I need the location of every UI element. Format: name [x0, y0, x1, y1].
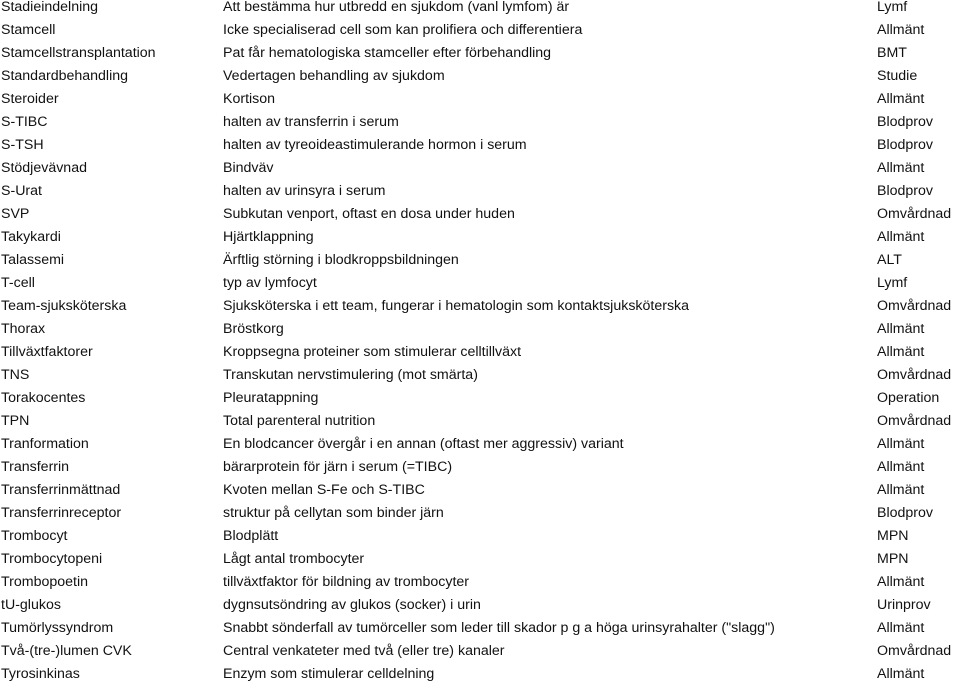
table-row — [0, 0, 959, 19]
definition-cell: bärarprotein för järn i serum (=TIBC) — [223, 459, 453, 475]
term-cell: TPN — [1, 413, 30, 429]
term-cell: Stamcell — [1, 22, 56, 38]
category-cell: MPN — [877, 528, 909, 544]
definition-cell: Pat får hematologiska stamceller efter förbehandling — [223, 45, 552, 61]
term-cell: Trombocytopeni — [1, 551, 103, 567]
definition-cell: halten av tyreoideastimulerande hormon i serum — [223, 137, 527, 153]
table-row — [0, 548, 959, 571]
category-cell: Allmänt — [877, 344, 925, 360]
category-cell: BMT — [877, 45, 907, 61]
term-cell: Transferrin — [1, 459, 70, 475]
table-row — [0, 88, 959, 111]
category-cell: Lymf — [877, 0, 908, 15]
term-cell: tU-glukos — [1, 597, 61, 613]
definition-cell: Sjuksköterska i ett team, fungerar i hematologin som kontaktsjuksköterska — [223, 298, 690, 314]
category-cell: Omvårdnad — [877, 367, 952, 383]
table-row — [0, 65, 959, 88]
category-cell: Blodprov — [877, 505, 933, 521]
table-row — [0, 134, 959, 157]
category-cell: Allmänt — [877, 666, 925, 682]
category-cell: ALT — [877, 252, 902, 268]
table-row — [0, 180, 959, 203]
category-cell: Allmänt — [877, 459, 925, 475]
definition-cell: Snabbt sönderfall av tumörceller som leder till skador p g a höga urinsyrahalter ("slagg") — [223, 620, 775, 636]
table-row — [0, 571, 959, 594]
definition-cell: Kortison — [223, 91, 276, 107]
definition-cell: Icke specialiserad cell som kan prolifiera och differentiera — [223, 22, 583, 38]
category-cell: Blodprov — [877, 137, 933, 153]
table-row — [0, 226, 959, 249]
definition-cell: Kroppsegna proteiner som stimulerar celltillväxt — [223, 344, 522, 360]
category-cell: Allmänt — [877, 321, 925, 337]
table-row — [0, 387, 959, 410]
definition-cell: Pleuratappning — [223, 390, 319, 406]
term-cell: Två-(tre-)lumen CVK — [1, 643, 132, 659]
table-row — [0, 617, 959, 640]
table-row — [0, 433, 959, 456]
term-cell: Transferrinreceptor — [1, 505, 122, 521]
definition-cell: dygnsutsöndring av glukos (socker) i urin — [223, 597, 481, 613]
table-row — [0, 594, 959, 617]
table-row — [0, 364, 959, 387]
table-row — [0, 479, 959, 502]
definition-cell: Subkutan venport, oftast en dosa under huden — [223, 206, 515, 222]
term-cell: Stödjevävnad — [1, 160, 87, 176]
term-cell: Steroider — [1, 91, 59, 107]
term-cell: Thorax — [1, 321, 46, 337]
category-cell: Allmänt — [877, 574, 925, 590]
definition-cell: Total parenteral nutrition — [223, 413, 376, 429]
table-row — [0, 295, 959, 318]
definition-cell: Att bestämma hur utbredd en sjukdom (vanl lymfom) är — [223, 0, 570, 15]
table-row — [0, 157, 959, 180]
term-cell: Stadieindelning — [1, 0, 99, 15]
definition-cell: En blodcancer övergår i en annan (oftast mer aggressiv) variant — [223, 436, 624, 452]
definition-cell: Bröstkorg — [223, 321, 284, 337]
term-cell: Stamcellstransplantation — [1, 45, 156, 61]
term-cell: Torakocentes — [1, 390, 86, 406]
category-cell: Blodprov — [877, 114, 933, 130]
table-row — [0, 456, 959, 479]
table-row — [0, 318, 959, 341]
definition-cell: Central venkateter med två (eller tre) kanaler — [223, 643, 505, 659]
term-cell: S-TSH — [1, 137, 44, 153]
definition-cell: Ärftlig störning i blodkroppsbildningen — [223, 252, 459, 268]
term-cell: Tillväxtfaktorer — [1, 344, 93, 360]
table-row — [0, 502, 959, 525]
category-cell: Omvårdnad — [877, 298, 952, 314]
term-cell: Tyrosinkinas — [1, 666, 80, 682]
definition-cell: Kvoten mellan S-Fe och S-TIBC — [223, 482, 425, 498]
term-cell: TNS — [1, 367, 30, 383]
term-cell: Transferrinmättnad — [1, 482, 121, 498]
term-cell: Team-sjuksköterska — [1, 298, 127, 314]
table-row — [0, 249, 959, 272]
definition-cell: Blodplätt — [223, 528, 279, 544]
definition-cell: halten av urinsyra i serum — [223, 183, 386, 199]
definition-cell: Enzym som stimulerar celldelning — [223, 666, 435, 682]
definition-cell: halten av transferrin i serum — [223, 114, 399, 130]
term-cell: Tumörlyssyndrom — [1, 620, 114, 636]
category-cell: Blodprov — [877, 183, 933, 199]
term-cell: Tranformation — [1, 436, 89, 452]
table-row — [0, 410, 959, 433]
table-row — [0, 640, 959, 663]
table-row — [0, 525, 959, 548]
definition-cell: tillväxtfaktor för bildning av trombocyter — [223, 574, 470, 590]
category-cell: MPN — [877, 551, 909, 567]
definition-cell: Hjärtklappning — [223, 229, 314, 245]
definition-cell: struktur på cellytan som binder järn — [223, 505, 444, 521]
term-cell: Takykardi — [1, 229, 61, 245]
category-cell: Studie — [877, 68, 918, 84]
category-cell: Allmänt — [877, 229, 925, 245]
table-row — [0, 42, 959, 65]
table-row — [0, 203, 959, 226]
definition-cell: Transkutan nervstimulering (mot smärta) — [223, 367, 478, 383]
table-row — [0, 663, 959, 686]
term-cell: Standardbehandling — [1, 68, 129, 84]
term-cell: S-Urat — [1, 183, 42, 199]
term-cell: SVP — [1, 206, 30, 222]
definition-cell: Bindväv — [223, 160, 274, 176]
category-cell: Urinprov — [877, 597, 931, 613]
category-cell: Allmänt — [877, 91, 925, 107]
term-cell: Talassemi — [1, 252, 65, 268]
table-row — [0, 111, 959, 134]
table-row — [0, 272, 959, 295]
category-cell: Operation — [877, 390, 940, 406]
category-cell: Omvårdnad — [877, 413, 952, 429]
definition-cell: Lågt antal trombocyter — [223, 551, 365, 567]
category-cell: Allmänt — [877, 160, 925, 176]
table-row — [0, 341, 959, 364]
category-cell: Allmänt — [877, 482, 925, 498]
category-cell: Lymf — [877, 275, 908, 291]
definition-cell: Vedertagen behandling av sjukdom — [223, 68, 445, 84]
definition-cell: typ av lymfocyt — [223, 275, 317, 291]
term-cell: Trombocyt — [1, 528, 68, 544]
table-row — [0, 19, 959, 42]
category-cell: Allmänt — [877, 436, 925, 452]
term-cell: T-cell — [1, 275, 35, 291]
category-cell: Allmänt — [877, 620, 925, 636]
term-cell: Trombopoetin — [1, 574, 89, 590]
category-cell: Omvårdnad — [877, 643, 952, 659]
category-cell: Omvårdnad — [877, 206, 952, 222]
category-cell: Allmänt — [877, 22, 925, 38]
term-cell: S-TIBC — [1, 114, 48, 130]
